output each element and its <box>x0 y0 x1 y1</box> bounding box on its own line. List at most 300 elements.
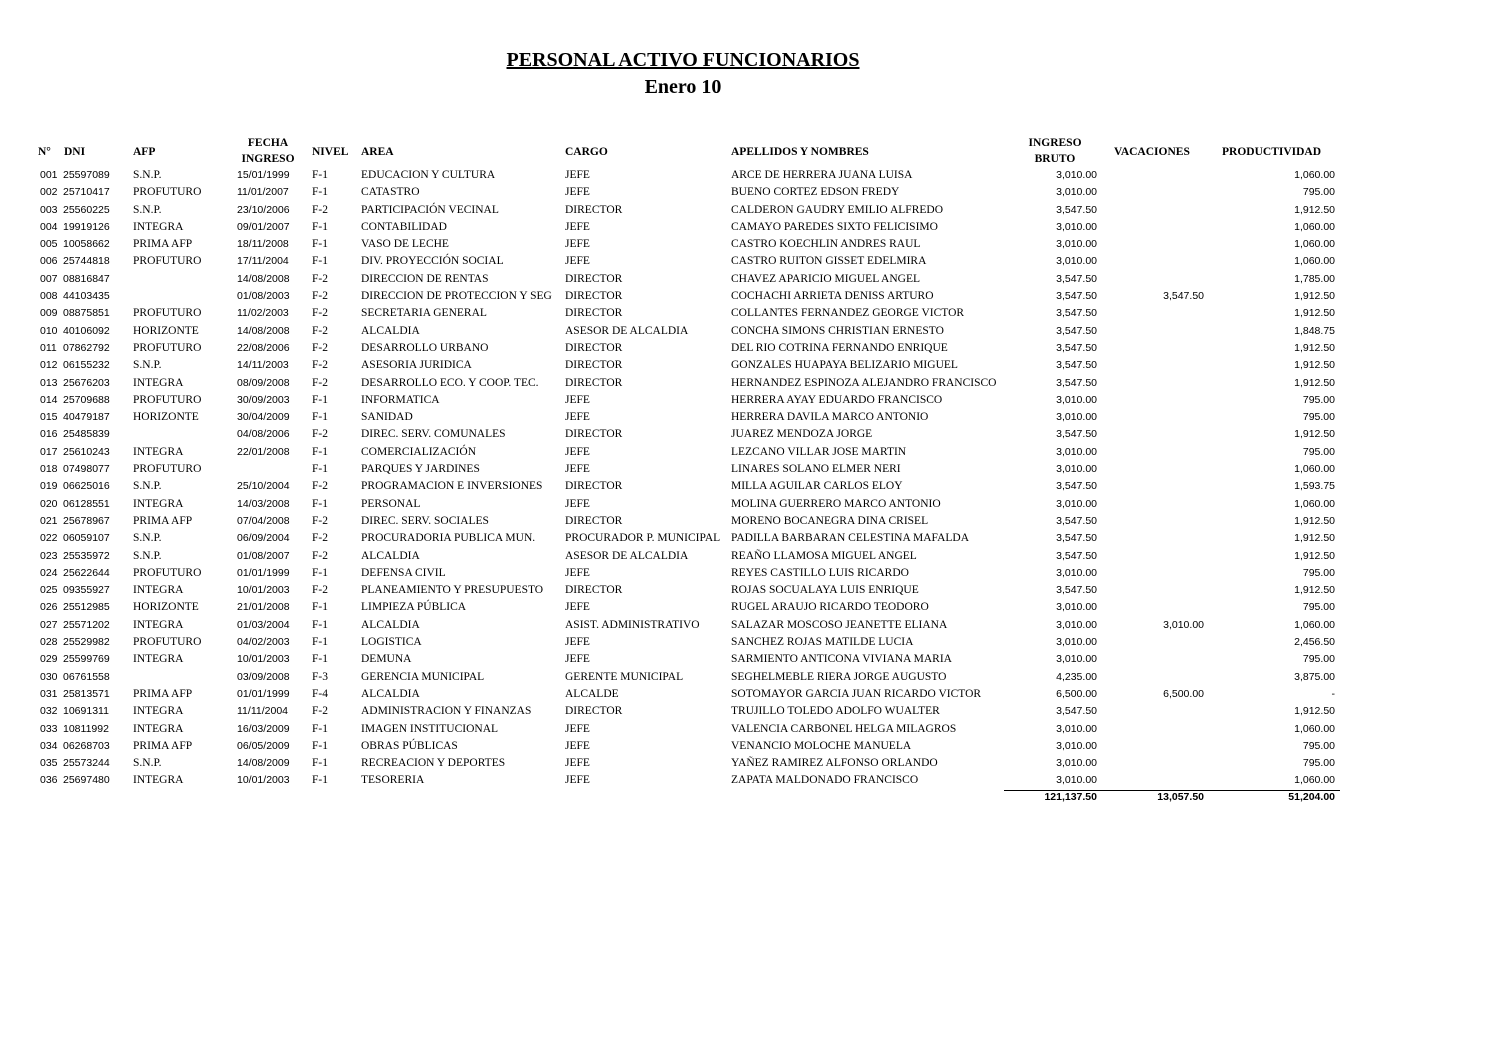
table-body <box>0 167 1497 790</box>
cell-n: 008 <box>40 290 58 303</box>
cell-area: OBRAS PÚBLICAS <box>361 739 458 752</box>
table-row <box>0 703 1497 720</box>
cell-nombre: HERRERA AYAY EDUARDO FRANCISCO <box>731 393 943 406</box>
cell-n: 028 <box>40 636 58 649</box>
table-row <box>0 305 1497 322</box>
cell-nivel: F-1 <box>312 601 328 614</box>
cell-fecha: 01/08/2003 <box>237 290 290 303</box>
cell-cargo: ASESOR DE ALCALDIA <box>565 324 689 337</box>
cell-nombre: REYES CASTILLO LUIS RICARDO <box>731 566 909 579</box>
cell-n: 024 <box>40 566 58 579</box>
cell-n: 032 <box>40 705 58 718</box>
cell-area: TESORERIA <box>361 774 425 787</box>
cell-ingreso: 3,010.00 <box>1056 255 1097 268</box>
cell-cargo: DIRECTOR <box>565 290 623 303</box>
cell-nombre: CASTRO RUITON GISSET EDELMIRA <box>731 255 927 268</box>
cell-dni: 06155232 <box>63 359 110 372</box>
header-n: N° <box>38 146 51 158</box>
cell-cargo: JEFE <box>565 238 590 251</box>
cell-n: 015 <box>40 411 58 424</box>
header-fecha-line2: INGRESO <box>241 153 295 165</box>
cell-dni: 25529982 <box>63 636 110 649</box>
cell-dni: 25622644 <box>63 566 110 579</box>
table-row <box>0 772 1497 789</box>
cell-productividad: 1,912.50 <box>1294 203 1335 216</box>
cell-fecha: 30/04/2009 <box>237 411 290 424</box>
cell-productividad: 1,912.50 <box>1294 514 1335 527</box>
cell-cargo: JEFE <box>565 566 590 579</box>
cell-area: DIRECCION DE RENTAS <box>361 272 489 285</box>
cell-ingreso: 3,547.50 <box>1056 549 1097 562</box>
cell-ingreso: 3,547.50 <box>1056 705 1097 718</box>
cell-dni: 25485839 <box>63 428 110 441</box>
cell-n: 006 <box>40 255 58 268</box>
cell-ingreso: 3,010.00 <box>1056 445 1097 458</box>
cell-cargo: ASESOR DE ALCALDIA <box>565 549 689 562</box>
cell-ingreso: 3,010.00 <box>1056 774 1097 787</box>
cell-afp: INTEGRA <box>133 653 184 666</box>
cell-nombre: MORENO BOCANEGRA DINA CRISEL <box>731 514 929 527</box>
cell-ingreso: 3,010.00 <box>1056 220 1097 233</box>
cell-fecha: 14/08/2008 <box>237 324 290 337</box>
cell-cargo: JEFE <box>565 757 590 770</box>
table-row <box>0 288 1497 305</box>
cell-dni: 08816847 <box>63 272 110 285</box>
cell-afp: S.N.P. <box>133 203 162 216</box>
cell-area: PARQUES Y JARDINES <box>361 463 480 476</box>
cell-dni: 19919126 <box>63 220 110 233</box>
cell-nivel: F-2 <box>312 480 328 493</box>
cell-fecha: 10/01/2003 <box>237 774 290 787</box>
cell-nivel: F-2 <box>312 203 328 216</box>
cell-productividad: 795.00 <box>1302 566 1335 579</box>
cell-n: 029 <box>40 653 58 666</box>
cell-n: 017 <box>40 445 58 458</box>
cell-fecha: 10/01/2003 <box>237 653 290 666</box>
cell-n: 020 <box>40 497 58 510</box>
cell-productividad: 1,912.50 <box>1294 428 1335 441</box>
cell-nombre: VENANCIO MOLOCHE MANUELA <box>731 739 912 752</box>
cell-ingreso: 3,547.50 <box>1056 324 1097 337</box>
cell-ingreso: 3,010.00 <box>1056 393 1097 406</box>
cell-productividad: - <box>1331 687 1335 700</box>
cell-n: 026 <box>40 601 58 614</box>
table-row <box>0 253 1497 270</box>
table-row <box>0 461 1497 478</box>
cell-fecha: 16/03/2009 <box>237 722 290 735</box>
cell-nombre: ZAPATA MALDONADO FRANCISCO <box>731 774 919 787</box>
cell-n: 036 <box>40 774 58 787</box>
header-productividad: PRODUCTIVIDAD <box>1222 146 1322 158</box>
cell-cargo: JEFE <box>565 255 590 268</box>
cell-area: GERENCIA MUNICIPAL <box>361 670 485 683</box>
cell-cargo: JEFE <box>565 463 590 476</box>
cell-afp: S.N.P. <box>133 532 162 545</box>
cell-nivel: F-2 <box>312 376 328 389</box>
cell-n: 009 <box>40 307 58 320</box>
cell-afp: INTEGRA <box>133 497 184 510</box>
table-row <box>0 721 1497 738</box>
cell-nombre: PADILLA BARBARAN CELESTINA MAFALDA <box>731 532 970 545</box>
cell-nombre: SOTOMAYOR GARCIA JUAN RICARDO VICTOR <box>731 687 982 700</box>
cell-fecha: 10/01/2003 <box>237 584 290 597</box>
cell-fecha: 14/03/2008 <box>237 497 290 510</box>
cell-ingreso: 3,547.50 <box>1056 376 1097 389</box>
cell-nombre: CALDERON GAUDRY EMILIO ALFREDO <box>731 203 944 216</box>
cell-afp: INTEGRA <box>133 705 184 718</box>
cell-ingreso: 3,547.50 <box>1056 359 1097 372</box>
table-row <box>0 184 1497 201</box>
cell-ingreso: 3,547.50 <box>1056 307 1097 320</box>
table-row <box>0 375 1497 392</box>
cell-nivel: F-1 <box>312 757 328 770</box>
cell-dni: 06268703 <box>63 739 110 752</box>
cell-nivel: F-2 <box>312 359 328 372</box>
cell-productividad: 795.00 <box>1302 445 1335 458</box>
cell-area: ALCALDIA <box>361 549 420 562</box>
cell-dni: 06128551 <box>63 497 110 510</box>
cell-productividad: 795.00 <box>1302 757 1335 770</box>
header-area: AREA <box>361 146 394 158</box>
cell-nombre: HERRERA DAVILA MARCO ANTONIO <box>731 411 929 424</box>
cell-fecha: 01/01/1999 <box>237 687 290 700</box>
cell-cargo: PROCURADOR P. MUNICIPAL <box>565 532 721 545</box>
cell-productividad: 1,060.00 <box>1294 774 1335 787</box>
cell-dni: 06625016 <box>63 480 110 493</box>
cell-productividad: 1,785.00 <box>1294 272 1335 285</box>
table-row <box>0 496 1497 513</box>
cell-ingreso: 3,010.00 <box>1056 186 1097 199</box>
cell-nombre: JUAREZ MENDOZA JORGE <box>731 428 873 441</box>
cell-afp: PROFUTURO <box>133 255 202 268</box>
cell-fecha: 22/08/2006 <box>237 341 290 354</box>
cell-nombre: RUGEL ARAUJO RICARDO TEODORO <box>731 601 929 614</box>
cell-afp: PROFUTURO <box>133 307 202 320</box>
cell-area: LOGISTICA <box>361 636 422 649</box>
cell-cargo: DIRECTOR <box>565 307 623 320</box>
cell-dni: 06761558 <box>63 670 110 683</box>
table-row <box>0 357 1497 374</box>
cell-nivel: F-1 <box>312 722 328 735</box>
table-row <box>0 271 1497 288</box>
cell-area: PLANEAMIENTO Y PRESUPUESTO <box>361 584 544 597</box>
cell-n: 016 <box>40 428 58 441</box>
cell-cargo: ALCALDE <box>565 687 619 700</box>
cell-n: 033 <box>40 722 58 735</box>
cell-afp: PROFUTURO <box>133 186 202 199</box>
cell-area: ASESORIA JURIDICA <box>361 359 472 372</box>
cell-dni: 07862792 <box>63 341 110 354</box>
table-row <box>0 686 1497 703</box>
cell-area: CATASTRO <box>361 186 420 199</box>
header-nombres: APELLIDOS Y NOMBRES <box>731 146 869 158</box>
cell-n: 027 <box>40 618 58 631</box>
cell-fecha: 15/01/1999 <box>237 169 290 181</box>
cell-nombre: COCHACHI ARRIETA DENISS ARTURO <box>731 290 934 303</box>
cell-fecha: 04/08/2006 <box>237 428 290 441</box>
cell-n: 001 <box>40 169 58 181</box>
cell-area: RECREACION Y DEPORTES <box>361 757 506 770</box>
table-row <box>0 513 1497 530</box>
cell-nivel: F-2 <box>312 705 328 718</box>
cell-ingreso: 3,010.00 <box>1056 601 1097 614</box>
cell-cargo: JEFE <box>565 601 590 614</box>
cell-area: ALCALDIA <box>361 618 420 631</box>
cell-n: 025 <box>40 584 58 597</box>
cell-n: 022 <box>40 532 58 545</box>
cell-afp: S.N.P. <box>133 549 162 562</box>
cell-afp: PRIMA AFP <box>133 687 193 700</box>
header-cargo: CARGO <box>565 146 608 158</box>
cell-ingreso: 3,010.00 <box>1056 463 1097 476</box>
table-row <box>0 669 1497 686</box>
cell-cargo: JEFE <box>565 411 590 424</box>
cell-nombre: BUENO CORTEZ EDSON FREDY <box>731 186 900 199</box>
table-row <box>0 202 1497 219</box>
total-vacaciones: 13,057.50 <box>1157 791 1204 803</box>
cell-cargo: JEFE <box>565 739 590 752</box>
table-row <box>0 582 1497 599</box>
cell-dni: 25512985 <box>63 601 110 614</box>
cell-n: 003 <box>40 203 58 216</box>
report-subtitle: Enero 10 <box>644 76 722 98</box>
cell-dni: 10811992 <box>63 722 109 735</box>
header-ingreso-line2: BRUTO <box>1034 153 1076 165</box>
cell-n: 011 <box>40 341 57 354</box>
cell-n: 005 <box>40 238 58 251</box>
cell-afp: INTEGRA <box>133 584 184 597</box>
cell-fecha: 22/01/2008 <box>237 445 290 458</box>
cell-fecha: 25/10/2004 <box>237 480 290 493</box>
cell-dni: 40106092 <box>63 324 110 337</box>
table-row <box>0 478 1497 495</box>
cell-nivel: F-4 <box>312 687 328 700</box>
cell-nombre: SARMIENTO ANTICONA VIVIANA MARIA <box>731 653 952 666</box>
table-row <box>0 323 1497 340</box>
cell-area: DIV. PROYECCIÓN SOCIAL <box>361 255 504 268</box>
cell-dni: 25573244 <box>63 757 110 770</box>
cell-nivel: F-1 <box>312 169 328 181</box>
cell-afp: PRIMA AFP <box>133 739 193 752</box>
cell-fecha: 14/11/2003 <box>237 359 289 372</box>
cell-nivel: F-1 <box>312 186 328 199</box>
cell-nombre: CONCHA SIMONS CHRISTIAN ERNESTO <box>731 324 944 337</box>
cell-n: 010 <box>40 324 58 337</box>
cell-fecha: 21/01/2008 <box>237 601 290 614</box>
cell-nivel: F-2 <box>312 428 328 441</box>
cell-nivel: F-1 <box>312 411 328 424</box>
cell-area: SECRETARIA GENERAL <box>361 307 487 320</box>
cell-area: CONTABILIDAD <box>361 220 447 233</box>
cell-ingreso: 3,010.00 <box>1056 739 1097 752</box>
cell-productividad: 1,848.75 <box>1294 324 1335 337</box>
cell-productividad: 1,060.00 <box>1294 169 1335 181</box>
cell-area: DIREC. SERV. SOCIALES <box>361 514 489 527</box>
cell-afp: S.N.P. <box>133 359 162 372</box>
table-row <box>0 599 1497 616</box>
cell-ingreso: 3,010.00 <box>1056 618 1097 631</box>
cell-cargo: JEFE <box>565 774 590 787</box>
cell-dni: 25535972 <box>63 549 110 562</box>
table-row <box>0 167 1497 184</box>
cell-dni: 09355927 <box>63 584 110 597</box>
cell-cargo: JEFE <box>565 220 590 233</box>
cell-vacaciones: 3,010.00 <box>1163 618 1204 631</box>
cell-afp: PROFUTURO <box>133 393 202 406</box>
cell-ingreso: 3,547.50 <box>1056 428 1097 441</box>
cell-cargo: DIRECTOR <box>565 341 623 354</box>
cell-nivel: F-2 <box>312 341 328 354</box>
cell-productividad: 1,912.50 <box>1294 359 1335 372</box>
cell-area: COMERCIALIZACIÓN <box>361 445 476 458</box>
cell-nombre: CHAVEZ APARICIO MIGUEL ANGEL <box>731 272 921 285</box>
cell-nombre: CASTRO KOECHLIN ANDRES RAUL <box>731 238 921 251</box>
cell-cargo: DIRECTOR <box>565 584 623 597</box>
cell-area: DESARROLLO URBANO <box>361 341 489 354</box>
cell-ingreso: 3,547.50 <box>1056 532 1097 545</box>
cell-afp: INTEGRA <box>133 618 184 631</box>
table-row <box>0 755 1497 772</box>
cell-afp: PRIMA AFP <box>133 514 193 527</box>
cell-nivel: F-1 <box>312 774 328 787</box>
cell-ingreso: 3,010.00 <box>1056 722 1097 735</box>
cell-ingreso: 3,547.50 <box>1056 203 1097 216</box>
header-afp: AFP <box>133 146 156 158</box>
cell-nivel: F-2 <box>312 514 328 527</box>
cell-dni: 07498077 <box>63 463 110 476</box>
cell-cargo: DIRECTOR <box>565 272 623 285</box>
cell-cargo: JEFE <box>565 186 590 199</box>
table-row <box>0 634 1497 651</box>
cell-area: PROGRAMACION E INVERSIONES <box>361 480 543 493</box>
cell-n: 031 <box>40 687 58 700</box>
cell-cargo: DIRECTOR <box>565 705 623 718</box>
cell-fecha: 01/03/2004 <box>237 618 290 631</box>
cell-productividad: 1,912.50 <box>1294 532 1335 545</box>
report-title: PERSONAL ACTIVO FUNCIONARIOS <box>506 49 860 71</box>
cell-ingreso: 3,010.00 <box>1056 497 1097 510</box>
cell-productividad: 1,060.00 <box>1294 497 1335 510</box>
cell-productividad: 1,912.50 <box>1294 341 1335 354</box>
cell-cargo: DIRECTOR <box>565 514 623 527</box>
cell-area: SANIDAD <box>361 411 413 424</box>
table-row <box>0 392 1497 409</box>
cell-ingreso: 3,547.50 <box>1056 514 1097 527</box>
table-row <box>0 340 1497 357</box>
cell-productividad: 1,912.50 <box>1294 549 1335 562</box>
cell-afp: INTEGRA <box>133 376 184 389</box>
cell-nivel: F-1 <box>312 393 328 406</box>
cell-fecha: 14/08/2009 <box>237 757 290 770</box>
cell-nivel: F-2 <box>312 307 328 320</box>
cell-dni: 25571202 <box>63 618 110 631</box>
cell-afp: INTEGRA <box>133 445 184 458</box>
cell-nombre: LINARES SOLANO ELMER NERI <box>731 463 901 476</box>
cell-nivel: F-1 <box>312 566 328 579</box>
cell-dni: 06059107 <box>63 532 110 545</box>
cell-productividad: 1,060.00 <box>1294 618 1335 631</box>
cell-fecha: 09/01/2007 <box>237 220 290 233</box>
cell-nombre: ARCE DE HERRERA JUANA LUISA <box>731 169 913 181</box>
cell-n: 018 <box>40 463 58 476</box>
cell-area: PROCURADORIA PUBLICA MUN. <box>361 532 536 545</box>
cell-cargo: GERENTE MUNICIPAL <box>565 670 684 683</box>
cell-nivel: F-3 <box>312 670 328 683</box>
cell-productividad: 1,060.00 <box>1294 238 1335 251</box>
cell-vacaciones: 6,500.00 <box>1163 687 1204 700</box>
cell-ingreso: 6,500.00 <box>1056 687 1097 700</box>
cell-ingreso: 4,235.00 <box>1056 670 1097 683</box>
header-nivel: NIVEL <box>312 146 349 158</box>
cell-dni: 25709688 <box>63 393 110 406</box>
cell-dni: 08875851 <box>63 307 110 320</box>
cell-cargo: JEFE <box>565 653 590 666</box>
cell-productividad: 1,060.00 <box>1294 220 1335 233</box>
cell-vacaciones: 3,547.50 <box>1163 290 1204 303</box>
cell-afp: INTEGRA <box>133 774 184 787</box>
cell-afp: S.N.P. <box>133 169 162 181</box>
cell-area: DEFENSA CIVIL <box>361 566 446 579</box>
cell-cargo: DIRECTOR <box>565 428 623 441</box>
cell-productividad: 1,060.00 <box>1294 255 1335 268</box>
cell-fecha: 23/10/2006 <box>237 203 290 216</box>
header-ingreso-line1: INGRESO <box>1028 137 1082 149</box>
table-row <box>0 565 1497 582</box>
header-dni: DNI <box>64 146 86 158</box>
cell-nombre: CAMAYO PAREDES SIXTO FELICISIMO <box>731 220 938 233</box>
cell-dni: 44103435 <box>63 290 110 303</box>
cell-cargo: JEFE <box>565 636 590 649</box>
table-row <box>0 617 1497 634</box>
cell-nivel: F-2 <box>312 549 328 562</box>
cell-fecha: 03/09/2008 <box>237 670 290 683</box>
cell-productividad: 1,912.50 <box>1294 376 1335 389</box>
cell-dni: 25610243 <box>63 445 110 458</box>
cell-dni: 25710417 <box>63 186 110 199</box>
cell-nombre: HERNANDEZ ESPINOZA ALEJANDRO FRANCISCO <box>731 376 997 389</box>
cell-cargo: JEFE <box>565 497 590 510</box>
cell-nombre: TRUJILLO TOLEDO ADOLFO WUALTER <box>731 705 940 718</box>
cell-area: PERSONAL <box>361 497 421 510</box>
cell-ingreso: 3,010.00 <box>1056 411 1097 424</box>
cell-fecha: 30/09/2003 <box>237 393 290 406</box>
cell-afp: PROFUTURO <box>133 636 202 649</box>
table-row <box>0 738 1497 755</box>
cell-afp: INTEGRA <box>133 220 184 233</box>
cell-ingreso: 3,010.00 <box>1056 169 1097 181</box>
table-row <box>0 409 1497 426</box>
cell-area: DIRECCION DE PROTECCION Y SEG <box>361 290 552 303</box>
cell-nivel: F-1 <box>312 653 328 666</box>
table-row <box>0 426 1497 443</box>
cell-nivel: F-2 <box>312 272 328 285</box>
cell-fecha: 17/11/2004 <box>237 255 289 268</box>
cell-ingreso: 3,010.00 <box>1056 653 1097 666</box>
cell-productividad: 795.00 <box>1302 186 1335 199</box>
cell-nombre: GONZALES HUAPAYA BELIZARIO MIGUEL <box>731 359 958 372</box>
cell-area: EDUCACION Y CULTURA <box>361 169 496 181</box>
table-row <box>0 444 1497 461</box>
cell-dni: 40479187 <box>63 411 110 424</box>
cell-n: 034 <box>40 739 58 752</box>
cell-area: ADMINISTRACION Y FINANZAS <box>361 705 532 718</box>
cell-cargo: DIRECTOR <box>565 480 623 493</box>
cell-fecha: 07/04/2008 <box>237 514 290 527</box>
cell-dni: 25697480 <box>63 774 110 787</box>
totals-row <box>0 790 1497 808</box>
cell-ingreso: 3,010.00 <box>1056 566 1097 579</box>
header-vacaciones: VACACIONES <box>1114 146 1190 158</box>
